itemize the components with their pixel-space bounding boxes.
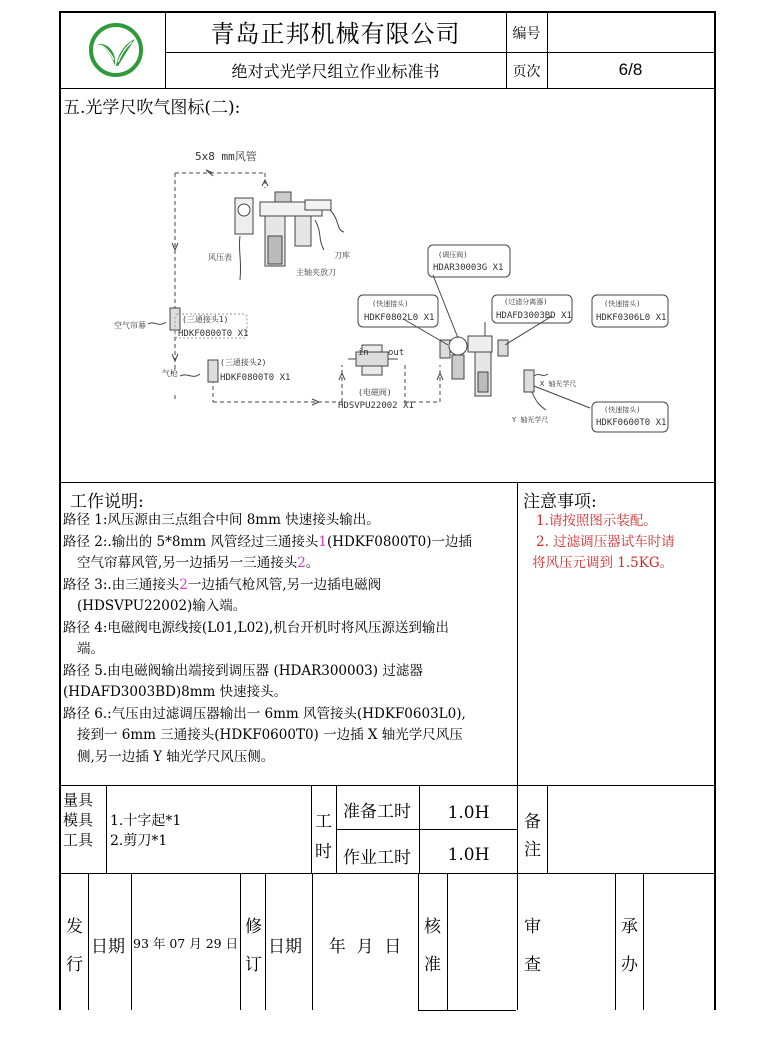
tool-2: 2.剪刀*1 — [110, 833, 168, 849]
company-logo — [88, 22, 144, 78]
path-4: 路径 4:电磁阀电源线接(L01,L02),机台开机时将风压源送到输出 — [63, 619, 449, 636]
x-axis-scale-label: X 轴光学尺 — [540, 380, 577, 388]
air-curtain-label: 空气帘幕 — [114, 321, 146, 330]
quick3-code: HDKF0600T0 X1 — [596, 418, 667, 428]
page-label: 页次 — [512, 64, 541, 80]
tools-label: 量具 模具 工具 — [63, 791, 94, 849]
air-blow-diagram — [100, 140, 680, 440]
prep-time-value: 1.0H — [447, 803, 490, 823]
tee2-code: HDKF0800T0 X1 — [220, 373, 291, 383]
handler-label-1: 承 — [621, 917, 638, 937]
approve-label-1: 核 — [424, 917, 441, 937]
path-3-cont: (HDSVPU22002)输入端。 — [77, 598, 247, 614]
path-6-cont2: 侧,另一边插 Y 轴光学尺风压侧。 — [77, 748, 275, 765]
path-4-cont: 端。 — [77, 641, 104, 657]
work-time-value: 1.0H — [447, 845, 490, 865]
work-description — [63, 510, 513, 768]
y-axis-scale-label: Y 轴光学尺 — [512, 416, 549, 424]
air-gun-label: 气枪 — [162, 369, 178, 378]
quick2-code: HDKF0306L0 X1 — [596, 313, 667, 323]
revision-date-label: 日期 — [268, 937, 302, 957]
regulator-label: 风压表 — [208, 253, 232, 262]
path-6-cont: 接到一 6mm 三通接头(HDKF0600T0) 一边插 X 轴光学尺风压 — [77, 727, 463, 743]
valve-out: out — [388, 348, 405, 358]
note-2: 2. 过滤调压器试车时请 — [536, 534, 675, 550]
quick1-title: (快速接头) — [372, 300, 409, 308]
tee1-code: HDKF0800T0 X1 — [178, 329, 249, 339]
document-title: 绝对式光学尺组立作业标准书 — [231, 62, 440, 81]
filter-code: HDAFD3003BD X1 — [496, 311, 572, 321]
work-title: 工作说明: — [70, 492, 144, 512]
number-label: 编号 — [512, 26, 541, 42]
remark-label-2: 注 — [524, 840, 541, 860]
quick1-code: HDKF0802L0 X1 — [364, 313, 435, 323]
quick3-title: (快速接头) — [604, 406, 641, 414]
adj-code: HDAR30003G X1 — [433, 263, 504, 273]
revision-date: 年 月 日 — [328, 937, 402, 957]
path-5-cont: (HDAFD3003BD)8mm 快速接头。 — [63, 684, 288, 700]
man-hour-label-2: 时 — [315, 842, 332, 862]
tool-1: 1.十字起*1 — [110, 813, 182, 829]
review-label-1: 审 — [524, 917, 541, 937]
tee2-title: (三通接头2) — [220, 358, 267, 367]
filter-title: (过滤分离器) — [504, 298, 548, 306]
revision-label-1: 修 — [245, 917, 262, 937]
adj-title: (调压阀) — [438, 251, 468, 259]
review-label-2: 查 — [524, 955, 541, 975]
path-5: 路径 5.由电磁阀输出端接到调压器 (HDAR300003) 过滤器 — [63, 662, 423, 679]
prep-time-label: 准备工时 — [343, 802, 411, 822]
revision-label-2: 订 — [245, 955, 262, 975]
knife-label: 刀库 — [334, 251, 350, 260]
note-2-cont: 将风压元调到 1.5KG。 — [532, 555, 674, 571]
path-2: 路径 2:.输出的 5*8mm 风管经过三通接头1(HDKF0800T0)一边插 — [63, 533, 472, 550]
valve-title: (电磁阀) — [358, 388, 392, 397]
notes-list — [532, 511, 712, 574]
issue-date: 93 年 07 月 29 日 — [133, 936, 239, 951]
remark-label-1: 备 — [524, 812, 541, 832]
path-3: 路径 3:.由三通接头2一边插气枪风管,另一边插电磁阀 — [63, 576, 382, 593]
notes-title: 注意事项: — [523, 492, 597, 512]
path-1: 路径 1:风压源由三点组合中间 8mm 快速接头输出。 — [63, 512, 380, 528]
path-2-cont: 空气帘幕风管,另一边插另一三通接头2。 — [77, 555, 320, 571]
hose-label: 5x8 mm风管 — [195, 150, 257, 163]
issue-label-2: 行 — [66, 955, 83, 975]
approve-label-2: 准 — [424, 955, 441, 975]
quick2-title: (快速接头) — [604, 300, 641, 308]
note-1: 1.请按照图示装配。 — [536, 513, 657, 529]
company-name: 青岛正邦机械有限公司 — [210, 20, 461, 48]
work-time-label: 作业工时 — [343, 848, 411, 868]
tee1-title: (三通接头1) — [182, 315, 229, 324]
valve-in: in — [358, 348, 369, 358]
path-6: 路径 6.:气压由过滤调压器输出一 6mm 风管接头(HDKF0603L0), — [63, 705, 466, 722]
handler-label-2: 办 — [621, 955, 638, 975]
page-value: 6/8 — [618, 60, 643, 79]
issue-date-label: 日期 — [91, 937, 125, 957]
section-title: 五.光学尺吹气图标(二): — [63, 98, 241, 118]
issue-label-1: 发 — [66, 917, 83, 937]
spindle-label: 主轴夹放刀 — [296, 268, 336, 277]
man-hour-label-1: 工 — [315, 812, 332, 832]
tools-list — [110, 811, 181, 851]
valve-code: HDSVPU22002 X1 — [338, 401, 414, 411]
